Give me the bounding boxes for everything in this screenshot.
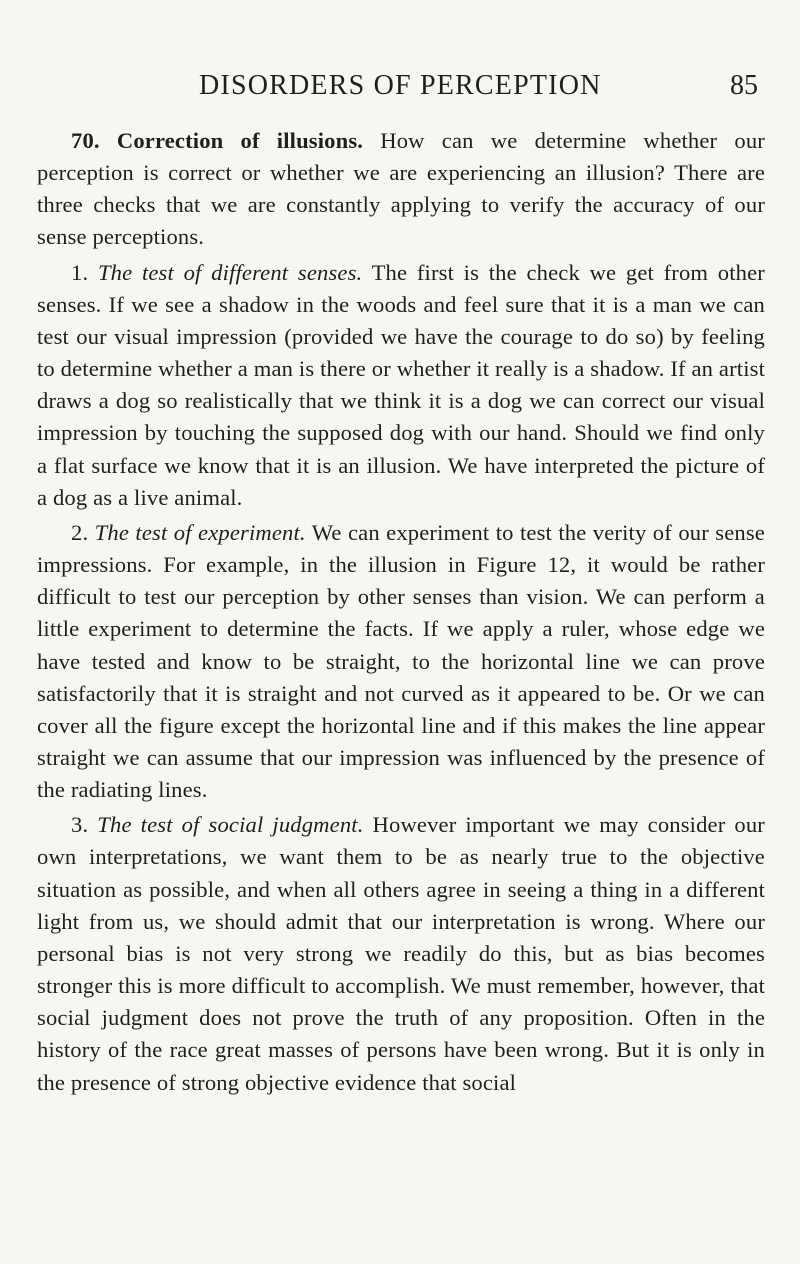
test-title: The test of different senses.: [97, 259, 363, 285]
chapter-title: DISORDERS OF PERCEPTION: [199, 70, 602, 101]
test-number: 1.: [71, 259, 89, 285]
running-header: [0, 66, 800, 106]
test-title: The test of experiment.: [94, 519, 306, 545]
test-number: 3.: [71, 812, 89, 838]
test-paragraph-1: [37, 257, 765, 514]
test-paragraph-2: [37, 517, 765, 806]
test-text: However important we may consider our own interpretations, we want them to be as nearly true to the objective situation as possible, and when all others agree in seeing a thing in a different light from us, we should admit that our interpretation is wrong. Where our personal bias is not very strong we readily do this, but as bias becomes stronger this is more difficult to accomplish. We must remember, however, that social judgment does not prove the truth of any proposition. Often in the history of the race great masses of persons have been wrong. But it is only in the presence of strong objective evidence that social: [37, 812, 765, 1095]
test-paragraph-3: [37, 809, 765, 1098]
test-title: The test of social judgment.: [97, 812, 364, 838]
section-paragraph: [37, 125, 765, 254]
section-number: 70.: [71, 128, 100, 153]
body-text: [37, 125, 765, 1099]
section-intro: How can we determine whether our perception is correct or whether we are experiencing an illusion? There are three checks that we are constantly applying to verify the accuracy of our sense perceptions.: [37, 128, 765, 250]
test-number: 2.: [71, 519, 89, 545]
test-text: We can experiment to test the verity of our sense impressions. For example, in the illusion in Figure 12, it would be rather difficult to test our perception by other senses than vision. We can perform a little experiment to determine the facts. If we apply a ruler, whose edge we have tested and know to be straight, to the horizontal line we can prove satisfactorily that it is straight and not curved as it appeared to be. Or we can cover all the figure except the horizontal line and if this makes the line appear straight we can assume that our impression was influenced by the presence of the radiating lines.: [37, 519, 765, 803]
test-text: The first is the check we get from other senses. If we see a shadow in the woods and feel sure that it is a man we can test our visual impression (provided we have the courage to do so) by feeling to determine whether a man is there or whether it really is a shadow. If an artist draws a dog so realistically that we think it is a dog we can correct our visual impression by touching the supposed dog with our hand. Should we find only a flat surface we know that it is an illusion. We have interpreted the picture of a dog as a live animal.: [37, 259, 765, 510]
page-number: 85: [730, 70, 758, 101]
section-heading: Correction of illusions.: [116, 128, 364, 153]
